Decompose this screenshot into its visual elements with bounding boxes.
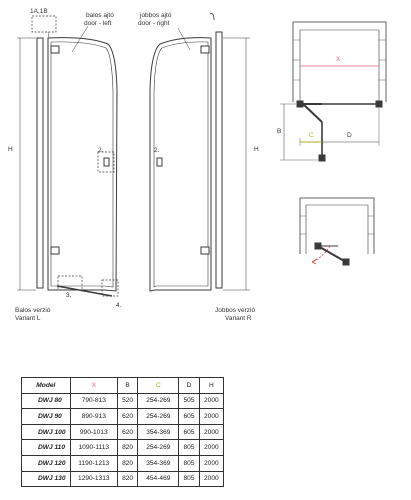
left-height-label: H [8,146,13,153]
header-d: D [179,378,199,394]
left-door-label-en: door - left [84,20,112,27]
cell-model: DWJ 80 [22,393,71,409]
plan-hinge-left [297,101,303,107]
left-door-label-hu: balos ajtó [86,12,114,19]
plan-view-top [280,22,386,161]
header-c: C [138,378,179,394]
cell-c: 254-269 [138,393,179,409]
right-top-clip [210,14,214,20]
cell-h: 2000 [199,440,223,456]
swing-arrowhead [312,259,317,264]
marker-3: 3. [66,292,72,299]
cell-b: 820 [117,455,137,471]
cell-h: 2000 [199,455,223,471]
cell-c: 454-469 [138,471,179,487]
left-variant-en: Variant L [15,315,41,322]
marker-4: 4. [116,302,122,309]
left-bottom-hinge [51,247,59,254]
cell-x: 990-1013 [70,424,117,440]
right-door-elevation [150,14,250,291]
table-row [22,440,224,456]
table-row [22,424,224,440]
cell-h: 2000 [199,471,223,487]
plan-door-end [319,155,325,161]
left-marker-2: 2. [98,147,104,154]
cell-d: 805 [179,471,199,487]
cell-x: 1090-1113 [70,440,117,456]
cell-h: 2000 [199,393,223,409]
left-door-elevation [17,16,118,296]
table-header-row [22,378,224,394]
right-wall-profile [216,32,222,288]
header-x: X [70,378,117,394]
cell-model: DWJ 110 [22,440,71,456]
right-marker-2: 2. [154,147,160,154]
table-row [22,409,224,425]
cell-d: 805 [179,440,199,456]
left-wall-profile [37,38,43,288]
callout-box-1 [32,16,56,32]
right-height-label: H [254,146,259,153]
cell-d: 605 [179,424,199,440]
cell-b: 820 [117,440,137,456]
plan-d-label: D [347,132,352,139]
cell-h: 2000 [199,409,223,425]
cell-c: 354-369 [138,424,179,440]
cell-x: 890-913 [70,409,117,425]
cell-d: 805 [179,455,199,471]
table-row [22,455,224,471]
header-h: H [199,378,223,394]
dimension-table [21,377,224,487]
left-handle [104,158,109,166]
cell-c: 254-269 [138,409,179,425]
cell-d: 605 [179,409,199,425]
cell-model: DWJ 90 [22,409,71,425]
leader-callout-1 [48,32,49,38]
cell-x: 790-813 [70,393,117,409]
plan-bottom-door-end [343,259,349,265]
cell-b: 620 [117,409,137,425]
plan-view-bottom [300,198,374,265]
cell-c: 354-369 [138,455,179,471]
plan-bottom-door [318,246,346,262]
cell-b: 520 [117,393,137,409]
cell-model: DWJ 130 [22,471,71,487]
right-bottom-hinge [201,247,209,254]
callout-label-1a1b: 1A,1B [30,8,48,15]
plan-c-label: C [309,132,314,139]
plan-b-label: B [277,128,282,135]
cell-d: 505 [179,393,199,409]
cell-model: DWJ 100 [22,424,71,440]
header-b: B [117,378,137,394]
cell-x: 1290-1313 [70,471,117,487]
right-variant-hu: Jobbos verzió [215,307,256,314]
cell-x: 1190-1213 [70,455,117,471]
right-door-label-en: door - right [138,20,170,27]
cell-h: 2000 [199,424,223,440]
right-top-hinge [201,46,209,53]
plan-hinge-right [376,101,382,107]
right-variant-en: Variant R [225,315,252,322]
plan-x-label: X [336,56,341,63]
cell-c: 254-269 [138,440,179,456]
cell-b: 820 [117,471,137,487]
plan-door-open [303,104,322,122]
left-top-hinge [51,46,59,53]
table-row [22,471,224,487]
right-door-label-hu: jobbos ajtó [140,12,172,19]
header-model: Model [22,378,71,394]
cell-model: DWJ 120 [22,455,71,471]
left-variant-hu: Balos verzió [15,307,51,314]
right-handle [157,158,162,166]
table-row [22,393,224,409]
cell-b: 620 [117,424,137,440]
